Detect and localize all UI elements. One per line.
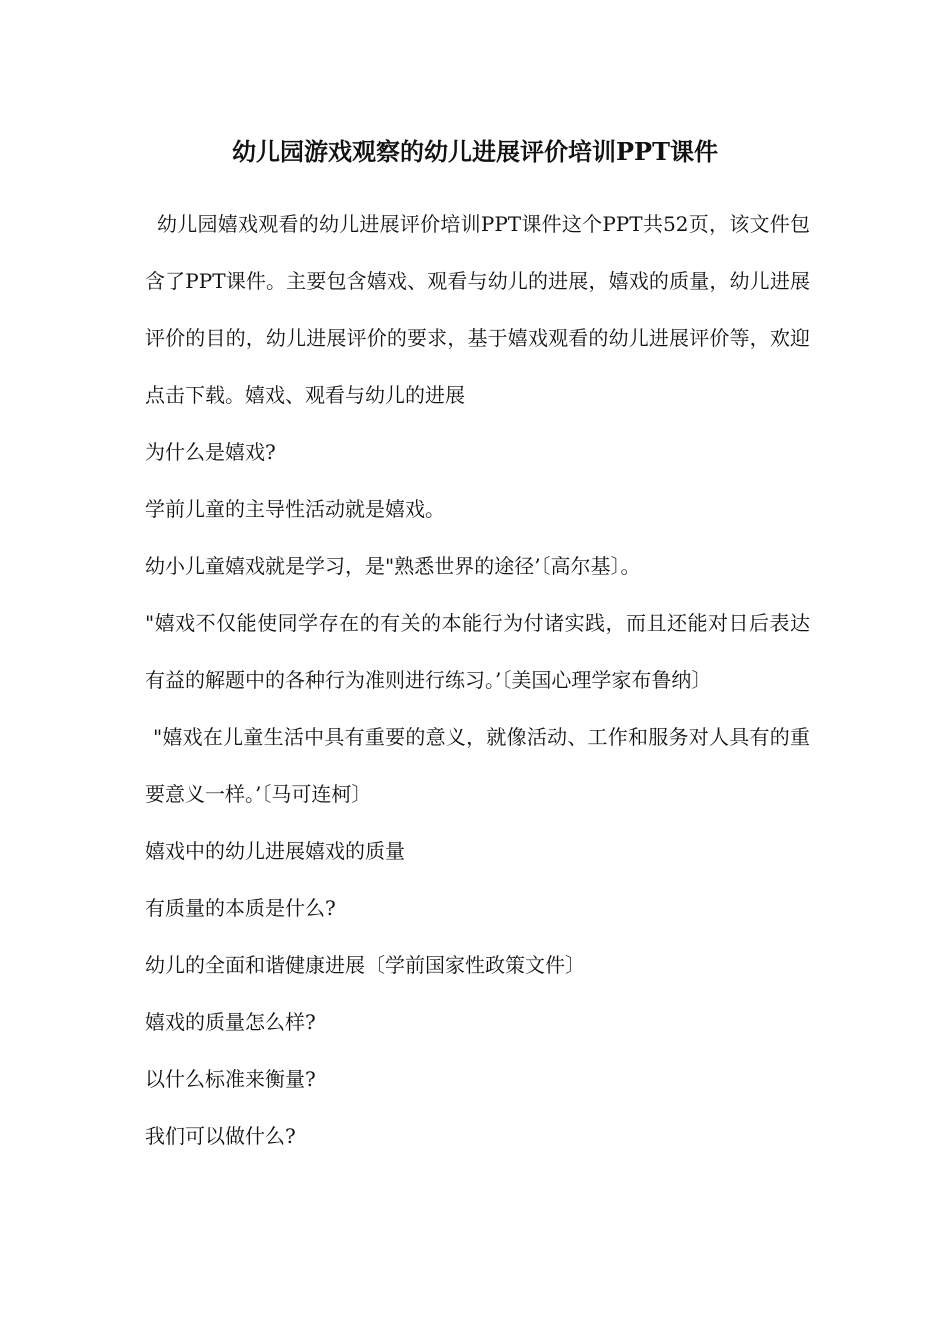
paragraph: 我们可以做什么? <box>145 1124 296 1148</box>
quote-paragraph: "嬉戏不仅能使同学存在的有关的本能行为付诸实践，而且还能对日后表达有益的解题中的各种行为准则进行练习。’〔美国心理学家布鲁纳〕 <box>145 611 810 692</box>
intro-paragraph: 幼儿园嬉戏观看的幼儿进展评价培训PPT课件这个PPT共52页，该文件包含了PPT课件。主要包含嬉戏、观看与幼儿的进展，嬉戏的质量，幼儿进展评价的目的，幼儿进展评价的要求，基于嬉戏观看的幼儿进展评价等，欢迎点击下载。嬉戏、观看与幼儿的进展 <box>145 212 810 407</box>
paragraph: 学前儿童的主导性活动就是嬉戏。 <box>145 497 445 521</box>
document-body <box>145 196 810 1165</box>
paragraph: 嬉戏的质量怎么样? <box>145 1010 316 1034</box>
quote-paragraph: "嬉戏在儿童生活中具有重要的意义，就像活动、工作和服务对人具有的重要意义一样。’〔马可连柯〕 <box>145 725 810 806</box>
paragraph: 幼小儿童嬉戏就是学习，是"熟悉世界的途径’〔高尔基〕。 <box>145 554 641 578</box>
document-title: 幼儿园游戏观察的幼儿进展评价培训PPT课件 <box>232 137 718 166</box>
paragraph: 嬉戏中的幼儿进展嬉戏的质量 <box>145 839 405 863</box>
paragraph: 有质量的本质是什么? <box>145 896 336 920</box>
paragraph: 为什么是嬉戏? <box>145 440 276 464</box>
paragraph: 以什么标准来衡量? <box>145 1067 316 1091</box>
paragraph: 幼儿的全面和谐健康进展〔学前国家性政策文件〕 <box>145 953 585 977</box>
